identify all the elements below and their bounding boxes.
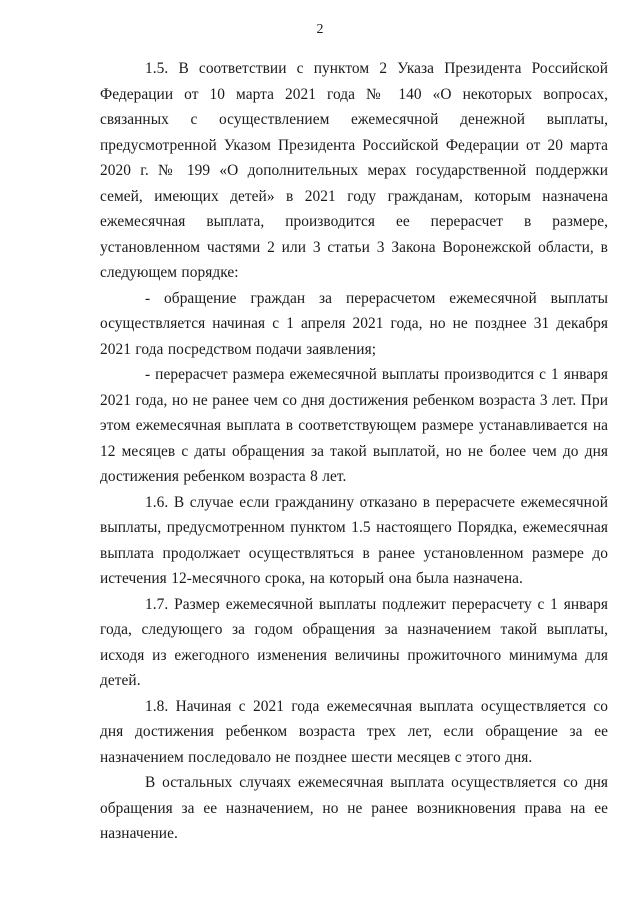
paragraph-1-7: 1.7. Размер ежемесячной выплаты подлежит перерасчету с 1 января года, следующего за годом обращения за назначением такой выплаты, исходя из ежегодного изменения величины прожиточного минимума для детей.: [100, 595, 608, 689]
paragraph-1-5-item-2: - перерасчет размера ежемесячной выплаты производится с 1 января 2021 года, но не ранее чем со дня достижения ребенком возраста 3 лет. При этом ежемесячная выплата в соответствующем размере устанавливается на 12 месяцев с даты обращения за такой выплатой, но не более чем до дня достижения ребенком возраста 8 лет.: [100, 366, 608, 485]
paragraph-other-cases: В остальных случаях ежемесячная выплата осуществляется со дня обращения за ее назначением, но не ранее возникновения права на ее назначение.: [100, 774, 608, 842]
page-number: 2: [316, 22, 324, 37]
paragraph-1-5: 1.5. В соответствии с пунктом 2 Указа Президента Российской Федерации от 10 марта 2021 года № 140 «О некоторых вопросах, связанных с осуществлением ежемесячной денежной выплаты, предусмотренной Указом Президента Российской Федерации от 20 марта 2020 г. № 199 «О дополнительных мерах государственной поддержки семей, имеющих детей» в 2021 году гражданам, которым назначена ежемесячная выплата, производится ее перерасчет в размере, установленном частями 2 или 3 статьи 3 Закона Воронежской области, в следующем порядке:: [100, 60, 608, 281]
paragraph-1-6: 1.6. В случае если гражданину отказано в перерасчете ежемесячной выплаты, предусмотренном пунктом 1.5 настоящего Порядка, ежемесячная выплата продолжает осуществляться в ранее установленном размере до истечения 12-месячного срока, на который она была назначена.: [100, 493, 608, 587]
document-body: [100, 56, 608, 847]
paragraph-1-5-item-1: - обращение граждан за перерасчетом ежемесячной выплаты осуществляется начиная с 1 апреля 2021 года, но не позднее 31 декабря 2021 года посредством подачи заявления;: [100, 289, 608, 358]
paragraph-1-8: 1.8. Начиная с 2021 года ежемесячная выплата осуществляется со дня достижения ребенком возраста трех лет, если обращение за ее назначением последовало не позднее шести месяцев с этого дня.: [100, 697, 608, 766]
